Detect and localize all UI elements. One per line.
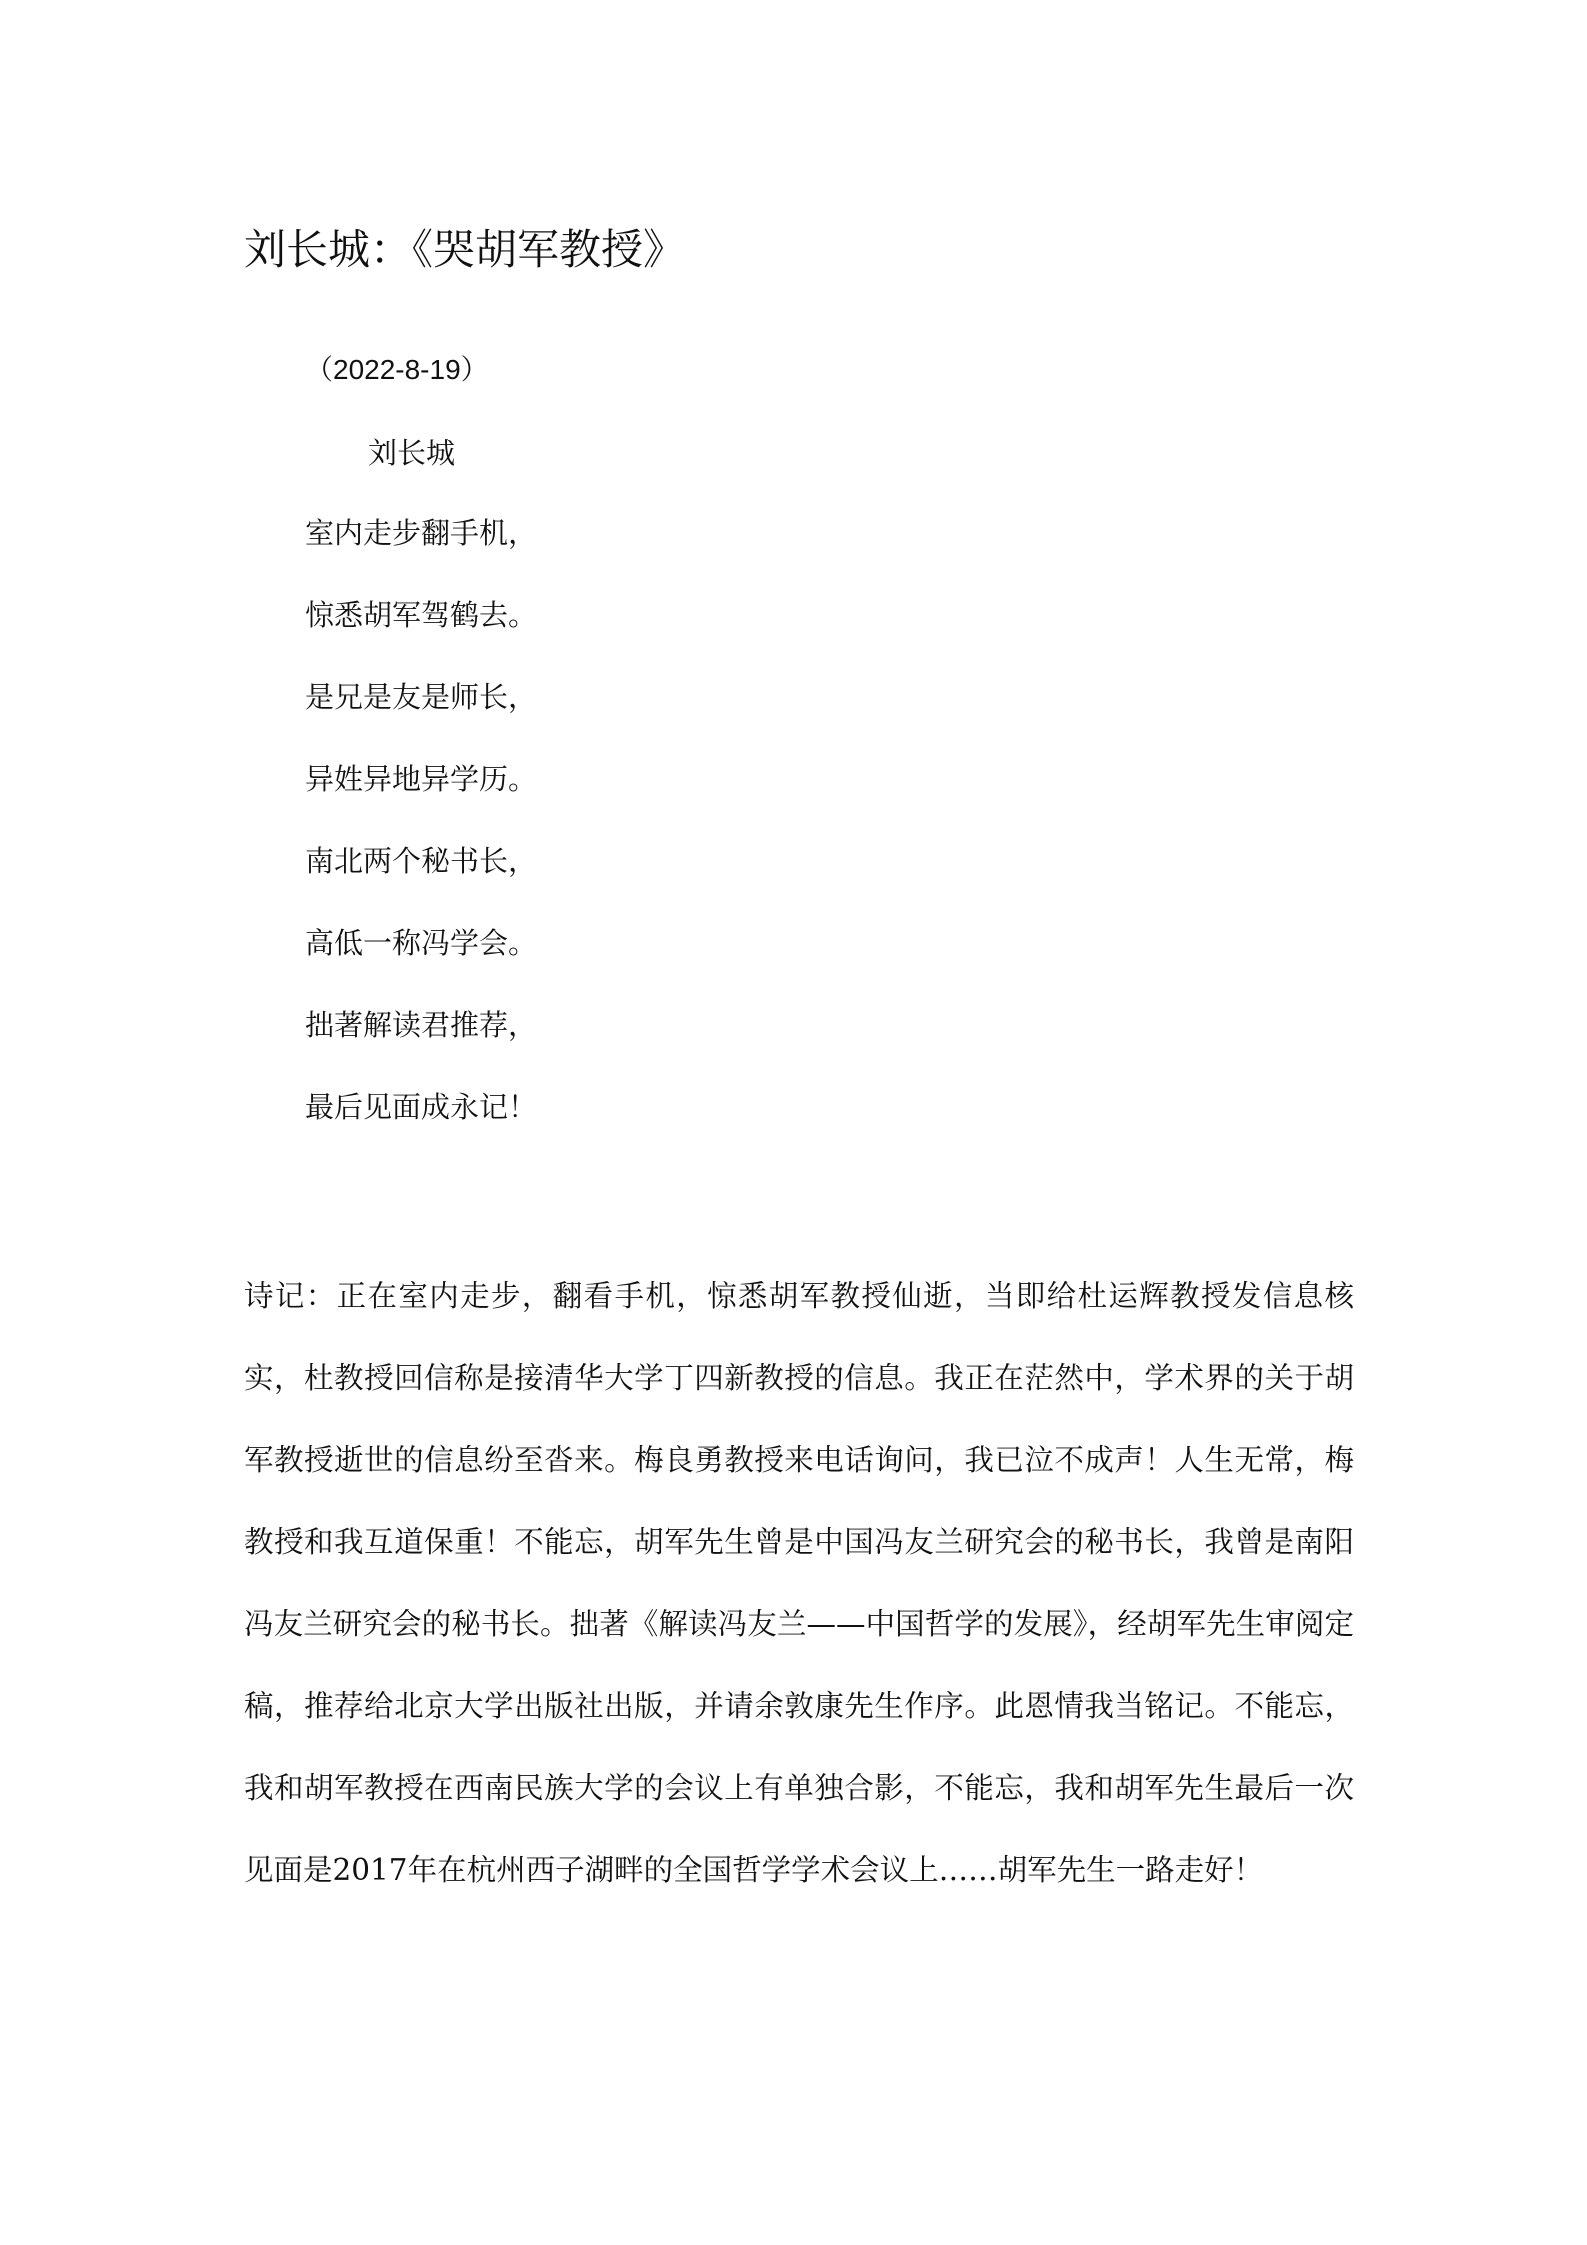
poem bbox=[305, 512, 537, 1168]
poem-line: 南北两个秘书长， bbox=[305, 844, 538, 878]
date-line: （2022-8-19） bbox=[305, 354, 489, 385]
author-name: 刘长城 bbox=[368, 436, 456, 470]
poem-line: 惊悉胡军驾鹤去。 bbox=[305, 598, 538, 632]
poem-line: 是兄是友是师长， bbox=[305, 680, 538, 714]
page-title: 刘长城：《哭胡军教授》 bbox=[244, 225, 686, 274]
poem-line: 高低一称冯学会。 bbox=[305, 926, 538, 960]
poem-line: 拙著解读君推荐， bbox=[305, 1008, 538, 1042]
poem-line: 最后见面成永记！ bbox=[305, 1090, 538, 1124]
poem-line: 室内走步翻手机， bbox=[305, 516, 538, 550]
poem-note-paragraph: 诗记：正在室内走步，翻看手机，惊悉胡军教授仙逝，当即给杜运辉教授发信息核实，杜教授回信称是接清华大学丁四新教授的信息。我正在茫然中，学术界的关于胡军教授逝世的信息纷至沓来。梅良勇教授来电话询问，我已泣不成声！人生无常，梅教授和我互道保重！不能忘，胡军先生曾是中国冯友兰研究会的秘书长，我曾是南阳冯友兰研究会的秘书长。拙著《解读冯友兰——中国哲学的发展》，经胡军先生审阅定稿，推荐给北京大学出版社出版，并请余敦康先生作序。此恩情我当铭记。不能忘，我和胡军教授在西南民族大学的会议上有单独合影，不能忘，我和胡军先生最后一次见面是2017年在杭州西子湖畔的全国哲学学术会议上……胡军先生一路走好！ bbox=[244, 1279, 1354, 1887]
poem-line: 异姓异地异学历。 bbox=[305, 762, 538, 796]
